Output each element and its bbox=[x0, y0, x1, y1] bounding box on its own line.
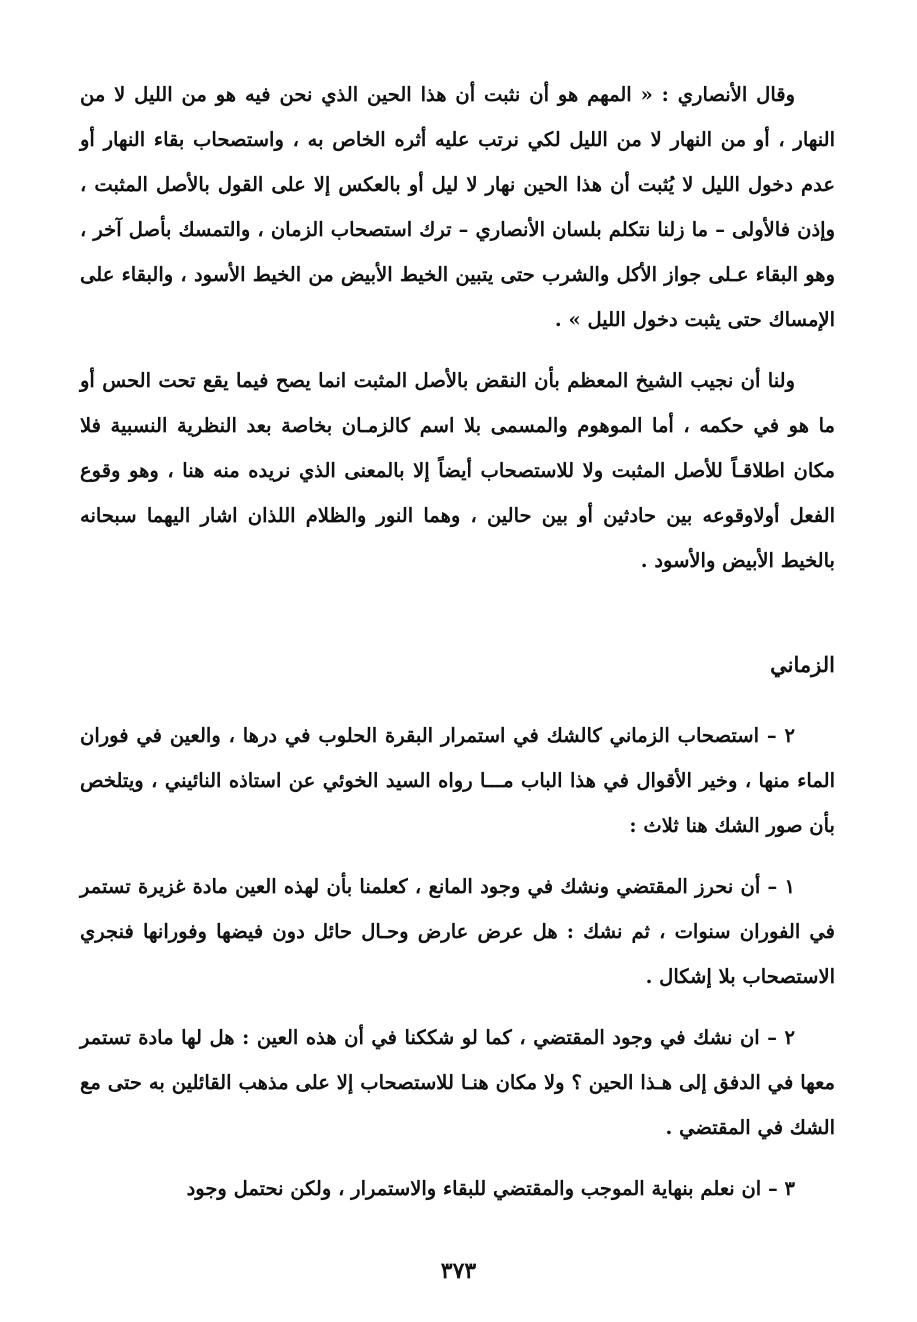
paragraph-response: ولنا أن نجيب الشيخ المعظم بأن النقض بالأصل المثبت انما يصح فيما يقع تحت الحس أو ما هو في حكمه ، أما الموهوم والمسمى بلا اسم كالزمـان بخاصة بعد النظرية النسبية فلا مكان اطلاقـاً للأصل المثبت ولا للاستصحاب أيضاً إلا بالمعنى الذي نريده منه هنا ، وهو وقوع الفعل أولاوقوعه بين حادثين أو بين حالين ، وهما النور والظلام اللذان اشار اليهما سبحانه بالخيط الأبيض والأسود . bbox=[80, 369, 835, 572]
paragraph-case-3: ٣ – ان نعلم بنهاية الموجب والمقتضي للبقاء والاستمرار ، ولكن نحتمل وجود bbox=[186, 1177, 795, 1200]
section-heading: الزماني bbox=[770, 652, 835, 677]
page-number: ٣٧٣ bbox=[440, 1258, 477, 1284]
paragraph-case-1: ١ – أن نحرز المقتضي ونشك في وجود المانع ، كعلمنا بأن لهذه العين مادة غزيرة تستمر في الفوران سنوات ، ثم نشك : هل عرض عارض وحـال حائل دون فيضها وفورانها فنجري الاستصحاب بلا إشكال . bbox=[80, 875, 835, 988]
paragraph-zamani-intro: ٢ – استصحاب الزماني كالشك في استمرار البقرة الحلوب في درها ، والعين في فوران الماء منها ، وخير الأقوال في هذا الباب مـــا رواه السيد الخوئي عن استاذه النائيني ، ويتلخص بأن صور الشك هنا ثلاث : bbox=[80, 724, 835, 837]
paragraph-ansari-quote: وقال الأنصاري : « المهم هو أن نثبت أن هذا الحين الذي نحن فيه هو من الليل لا من النهار ، أو من النهار لا من الليل لكي نرتب عليه أثره الخاص به ، واستصحاب بقاء النهار أو عدم دخول الليل لا يُثبت أن هذا الحين نهار لا ليل أو بالعكس إلا على القول بالأصل المثبت ، وإذن فالأولى – ما زلنا نتكلم بلسان الأنصاري – ترك استصحاب الزمان ، والتمسك بأصل آخر ، وهو البقاء عـلى جواز الأكل والشرب حتى يتبين الخيط الأبيض من الخيط الأسود ، والبقاء على الإمساك حتى يثبت دخول الليل » . bbox=[80, 83, 835, 331]
paragraph-case-2: ٢ – ان نشك في وجود المقتضي ، كما لو شككنا في أن هذه العين : هل لها مادة تستمر معها في الدفق إلى هـذا الحين ؟ ولا مكان هنـا للاستصحاب إلا على مذهب القائلين به حتى مع الشك في المقتضي . bbox=[80, 1026, 835, 1139]
